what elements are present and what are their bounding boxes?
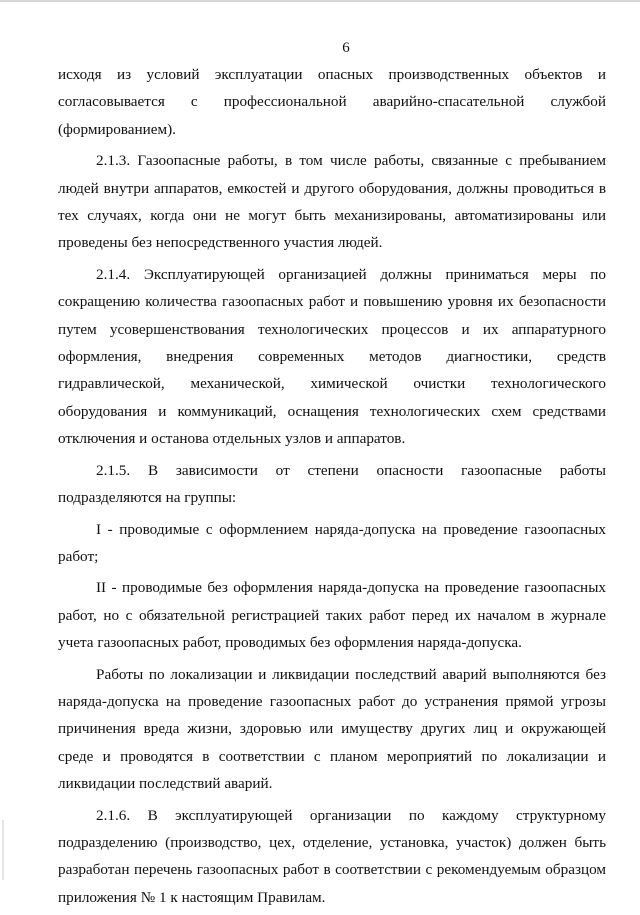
paragraph-2-1-5: 2.1.5. В зависимости от степени опасности газоопасные работы подразделяются на группы:	[58, 461, 606, 507]
paragraph-2-1-4: 2.1.4. Эксплуатирующей организацией должны приниматься меры по сокращению количества газоопасных работ и повышению уровня их безопасности путем усовершенствования технологических процессов и их аппаратурного оформления, внедрения современных методов диагностики, средств гидравлической, механической, химической очистки технологического оборудования и коммуникаций, оснащения технологических схем средствами отключения и останова отдельных узлов и аппаратов.	[58, 265, 606, 448]
paragraph-emergency-works: Работы по локализации и ликвидации последствий аварий выполняются без наряда-допуска на проведение газоопасных работ до устранения прямой угрозы причинения вреда жизни, здоровью или имуществу других лиц и окружающей среде и проводятся в соответствии с планом мероприятий по локализации и ликвидации последствий аварий.	[58, 665, 606, 793]
scan-top-edge	[0, 0, 640, 2]
paragraph-group-2: II - проводимые без оформления наряда-допуска на проведение газоопасных работ, но с обязательной регистрацией таких работ перед их началом в журнале учета газоопасных работ, проводимых без оформления наряда-допуска.	[58, 579, 606, 652]
paragraph-group-1: I - проводимые с оформлением наряда-допуска на проведение газоопасных работ;	[58, 520, 606, 565]
paragraph-2-1-6: 2.1.6. В эксплуатирующей организации по каждому структурному подразделению (производство, цех, отделение, установка, участок) должен быть разработан перечень газоопасных работ в соответствии с рекомендуемым образцом приложения № 1 к настоящим Правилам.	[58, 806, 606, 906]
paragraph-2-1-3: 2.1.3. Газоопасные работы, в том числе работы, связанные с пребыванием людей внутри аппаратов, емкостей и другого оборудования, должны проводиться в тех случаях, когда они не могут быть механизированы, автоматизированы или проведены без непосредственного участия людей.	[58, 152, 606, 252]
paragraph-continuation: исходя из условий эксплуатации опасных производственных объектов и согласовывается с профессиональной аварийно-спасательной службой (формированием).	[58, 66, 606, 138]
document-body	[58, 61, 606, 915]
scan-edge-mark	[2, 820, 4, 880]
page-number: 6	[342, 40, 350, 56]
